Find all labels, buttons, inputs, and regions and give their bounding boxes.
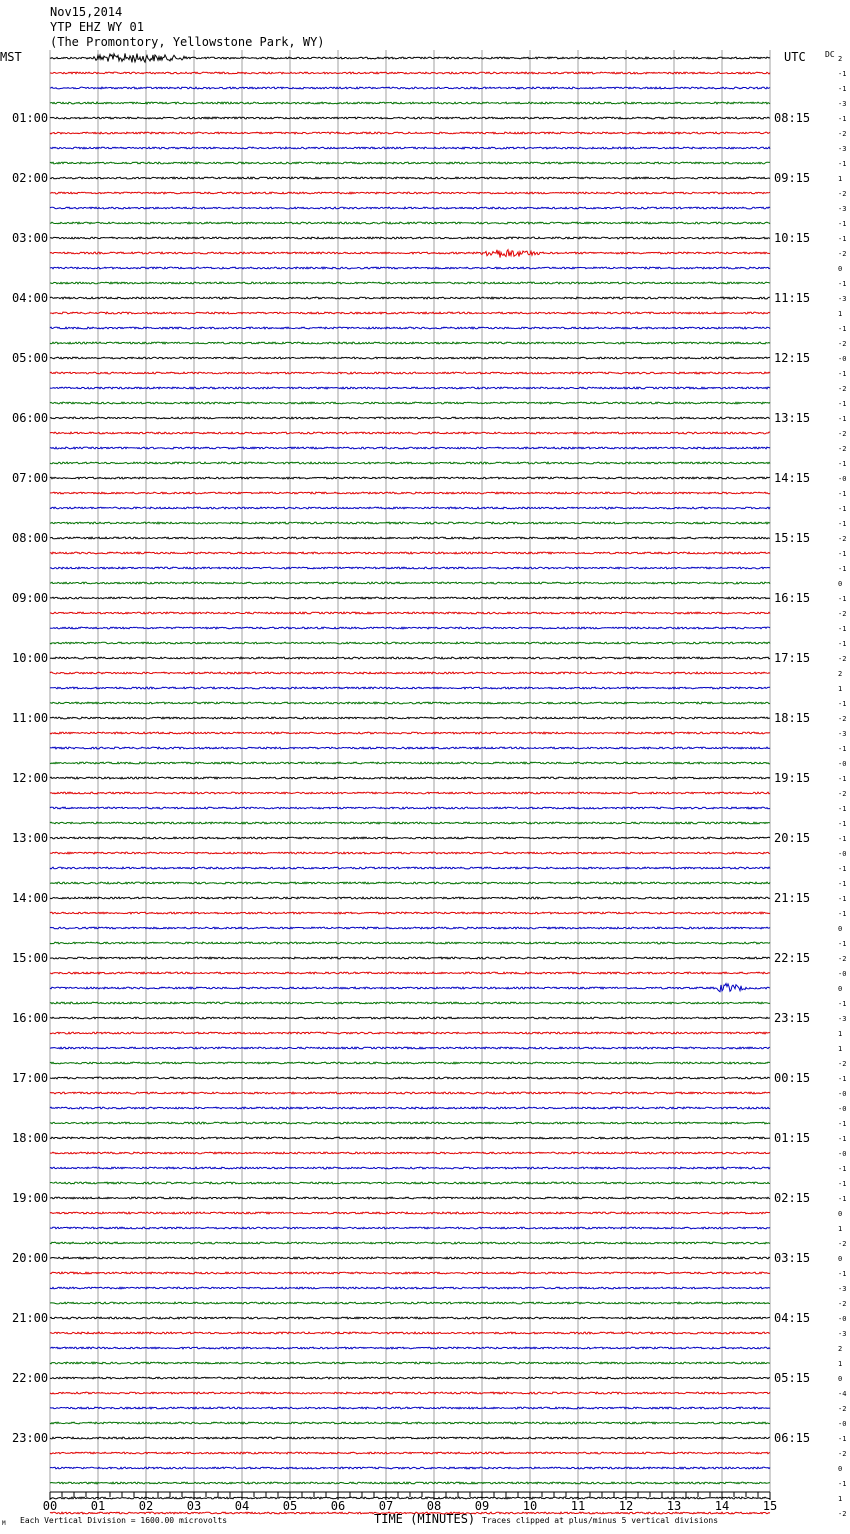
left-hour-label: 05:00 bbox=[12, 351, 49, 365]
trace-row bbox=[50, 1302, 770, 1304]
trace-row bbox=[50, 1032, 770, 1034]
dc-offset-label: -3 bbox=[838, 1015, 847, 1023]
right-hour-label: 14:15 bbox=[774, 471, 811, 485]
trace-row bbox=[50, 972, 770, 974]
dc-offset-label: -2 bbox=[838, 790, 847, 798]
trace-row bbox=[50, 1497, 770, 1499]
right-hour-label: 18:15 bbox=[774, 711, 811, 725]
x-axis bbox=[43, 1492, 777, 1513]
right-hour-label: 23:15 bbox=[774, 1011, 811, 1025]
dc-offset-label: -1 bbox=[838, 115, 847, 123]
right-hour-label: 11:15 bbox=[774, 291, 811, 305]
dc-offset-label: -1 bbox=[838, 520, 847, 528]
left-hour-label: 18:00 bbox=[12, 1131, 49, 1145]
trace-row bbox=[50, 1317, 770, 1319]
trace-row bbox=[50, 177, 770, 179]
trace-row bbox=[50, 1062, 770, 1064]
left-timezone-label: MST bbox=[0, 50, 22, 64]
x-tick-label: 02 bbox=[138, 1499, 154, 1513]
left-hour-label: 16:00 bbox=[12, 1011, 49, 1025]
dc-offset-label: -3 bbox=[838, 1285, 847, 1293]
dc-offset-label: -0 bbox=[838, 475, 847, 483]
trace-row bbox=[50, 777, 770, 779]
dc-offset-label: -1 bbox=[838, 775, 847, 783]
dc-offset-label: -2 bbox=[838, 655, 847, 663]
dc-offset-label: -2 bbox=[838, 430, 847, 438]
x-tick-label: 03 bbox=[186, 1499, 202, 1513]
dc-offset-label: -2 bbox=[838, 1450, 847, 1458]
dc-offset-label: -2 bbox=[838, 1240, 847, 1248]
left-hour-label: 11:00 bbox=[12, 711, 49, 725]
dc-offset-label: -1 bbox=[838, 865, 847, 873]
dc-offset-label: -2 bbox=[838, 190, 847, 198]
left-hour-label: 13:00 bbox=[12, 831, 49, 845]
dc-offset-label: 2 bbox=[838, 55, 843, 63]
dc-offset-label: 1 bbox=[838, 175, 843, 183]
trace-row bbox=[50, 837, 770, 839]
right-hour-label: 01:15 bbox=[774, 1131, 811, 1145]
dc-offset-label: -0 bbox=[838, 1090, 847, 1098]
dc-offset-label: -1 bbox=[838, 280, 847, 288]
trace-row bbox=[50, 462, 770, 464]
header-location: (The Promontory, Yellowstone Park, WY) bbox=[50, 35, 325, 49]
dc-offset-label: 1 bbox=[838, 1030, 843, 1038]
trace-row bbox=[50, 297, 770, 299]
trace-row bbox=[50, 282, 770, 284]
dc-offset-label: -0 bbox=[838, 1105, 847, 1113]
trace-row bbox=[50, 522, 770, 524]
right-hour-label: 12:15 bbox=[774, 351, 811, 365]
dc-label: DC bbox=[825, 50, 835, 59]
left-hour-label: 12:00 bbox=[12, 771, 49, 785]
trace-row bbox=[50, 627, 770, 629]
dc-offset-label: -2 bbox=[838, 1300, 847, 1308]
dc-offset-label: -2 bbox=[838, 130, 847, 138]
left-hour-label: 07:00 bbox=[12, 471, 49, 485]
trace-row bbox=[50, 87, 770, 89]
right-hour-label: 19:15 bbox=[774, 771, 811, 785]
dc-offset-label: -2 bbox=[838, 1510, 847, 1518]
trace-row bbox=[50, 702, 770, 704]
trace-row bbox=[50, 1332, 770, 1334]
right-hour-label: 02:15 bbox=[774, 1191, 811, 1205]
trace-row bbox=[50, 132, 770, 134]
trace-row bbox=[50, 162, 770, 164]
dc-offset-label: 1 bbox=[838, 1495, 843, 1503]
dc-offset-label: -1 bbox=[838, 1165, 847, 1173]
trace-row bbox=[50, 1167, 770, 1169]
trace-row bbox=[50, 612, 770, 614]
trace-row bbox=[50, 1482, 770, 1484]
trace-row bbox=[50, 72, 770, 74]
dc-offset-label: -1 bbox=[838, 1000, 847, 1008]
trace-row bbox=[50, 402, 770, 404]
trace-row bbox=[50, 537, 770, 539]
left-hour-label: 17:00 bbox=[12, 1071, 49, 1085]
trace-row bbox=[50, 792, 770, 794]
left-hour-label: 02:00 bbox=[12, 171, 49, 185]
trace-row bbox=[50, 1452, 770, 1454]
dc-offset-label: -0 bbox=[838, 1315, 847, 1323]
dc-offset-label: 0 bbox=[838, 1465, 843, 1473]
trace-row bbox=[50, 147, 770, 149]
left-hour-label: 01:00 bbox=[12, 111, 49, 125]
trace-row bbox=[50, 342, 770, 344]
trace-row bbox=[50, 1077, 770, 1079]
dc-offset-label: -1 bbox=[838, 1270, 847, 1278]
dc-offset-label: -1 bbox=[838, 625, 847, 633]
trace-row bbox=[50, 1182, 770, 1184]
dc-offset-label: -1 bbox=[838, 85, 847, 93]
dc-offset-label: -2 bbox=[838, 250, 847, 258]
dc-offset-label: -1 bbox=[838, 70, 847, 78]
right-hour-label: 20:15 bbox=[774, 831, 811, 845]
trace-row bbox=[50, 552, 770, 554]
trace-row bbox=[50, 1227, 770, 1229]
dc-offset-label: -2 bbox=[838, 445, 847, 453]
dc-offset-label: -1 bbox=[838, 565, 847, 573]
dc-offset-label: 0 bbox=[838, 1375, 843, 1383]
right-hour-label: 17:15 bbox=[774, 651, 811, 665]
dc-offset-label: -0 bbox=[838, 760, 847, 768]
trace-row bbox=[50, 1257, 770, 1259]
left-hour-label: 22:00 bbox=[12, 1371, 49, 1385]
dc-offset-label: -1 bbox=[838, 325, 847, 333]
dc-offset-label: -2 bbox=[838, 715, 847, 723]
trace-row bbox=[50, 477, 770, 479]
dc-offset-label: -1 bbox=[838, 415, 847, 423]
trace-row bbox=[50, 237, 770, 239]
dc-offset-label: -1 bbox=[838, 235, 847, 243]
trace-row bbox=[50, 1287, 770, 1289]
x-tick-label: 09 bbox=[474, 1499, 490, 1513]
dc-offset-label: -3 bbox=[838, 205, 847, 213]
trace-row bbox=[50, 372, 770, 374]
trace-row bbox=[50, 642, 770, 644]
dc-offset-label: -1 bbox=[838, 700, 847, 708]
trace-row bbox=[50, 1242, 770, 1244]
trace-row bbox=[50, 312, 770, 314]
left-hour-label: 10:00 bbox=[12, 651, 49, 665]
trace-row bbox=[50, 1422, 770, 1424]
right-hour-label: 22:15 bbox=[774, 951, 811, 965]
dc-offset-label: -1 bbox=[838, 1120, 847, 1128]
dc-offset-label: 1 bbox=[838, 1225, 843, 1233]
trace-row bbox=[50, 117, 770, 119]
dc-offset-label: -0 bbox=[838, 355, 847, 363]
trace-row bbox=[50, 687, 770, 689]
trace-row bbox=[50, 222, 770, 224]
dc-offset-label: -1 bbox=[838, 820, 847, 828]
scale-note: Each Vertical Division = 1600.00 microvolts bbox=[20, 1516, 228, 1525]
dc-offset-label: -1 bbox=[838, 940, 847, 948]
dc-offset-label: -1 bbox=[838, 370, 847, 378]
right-hour-labels bbox=[774, 111, 810, 1445]
x-tick-label: 00 bbox=[42, 1499, 58, 1513]
trace-row bbox=[50, 582, 770, 584]
trace-row bbox=[50, 897, 770, 899]
x-tick-label: 14 bbox=[714, 1499, 730, 1513]
dc-offset-label: -1 bbox=[838, 745, 847, 753]
seismic-traces bbox=[50, 53, 770, 1514]
dc-offset-label: -3 bbox=[838, 145, 847, 153]
dc-offset-label: 1 bbox=[838, 685, 843, 693]
x-tick-label: 15 bbox=[762, 1499, 778, 1513]
trace-row bbox=[50, 597, 770, 599]
dc-offset-label: -1 bbox=[838, 400, 847, 408]
x-axis-title: TIME (MINUTES) bbox=[374, 1512, 476, 1526]
trace-row bbox=[50, 957, 770, 959]
x-tick-label: 08 bbox=[426, 1499, 442, 1513]
dc-offset-label: -1 bbox=[838, 1180, 847, 1188]
trace-row bbox=[50, 747, 770, 749]
right-hour-label: 04:15 bbox=[774, 1311, 811, 1325]
dc-offset-label: 1 bbox=[838, 1360, 843, 1368]
trace-row bbox=[50, 1107, 770, 1109]
header-station: YTP EHZ WY 01 bbox=[50, 20, 144, 34]
trace-row bbox=[50, 1437, 770, 1439]
trace-row bbox=[50, 1152, 770, 1154]
left-hour-labels bbox=[12, 111, 48, 1445]
right-hour-label: 03:15 bbox=[774, 1251, 811, 1265]
trace-row bbox=[50, 1392, 770, 1394]
corner-mark: M bbox=[2, 1520, 6, 1527]
dc-offset-label: 0 bbox=[838, 925, 843, 933]
dc-offset-label: -1 bbox=[838, 490, 847, 498]
left-hour-label: 09:00 bbox=[12, 591, 49, 605]
trace-row bbox=[50, 867, 770, 869]
trace-row bbox=[50, 1212, 770, 1214]
trace-row bbox=[50, 387, 770, 389]
trace-row bbox=[50, 1092, 770, 1094]
dc-offset-label: -2 bbox=[838, 610, 847, 618]
trace-row bbox=[50, 447, 770, 449]
trace-row bbox=[50, 53, 770, 62]
dc-offset-label: -2 bbox=[838, 535, 847, 543]
dc-offset-label: -2 bbox=[838, 385, 847, 393]
grid-lines bbox=[50, 50, 770, 1492]
dc-offset-label: -1 bbox=[838, 895, 847, 903]
left-hour-label: 20:00 bbox=[12, 1251, 49, 1265]
dc-offset-label: -3 bbox=[838, 1330, 847, 1338]
x-tick-label: 06 bbox=[330, 1499, 346, 1513]
dc-offset-label: 2 bbox=[838, 1345, 843, 1353]
trace-row bbox=[50, 207, 770, 209]
dc-offset-label: -0 bbox=[838, 1150, 847, 1158]
trace-row bbox=[50, 1347, 770, 1349]
trace-row bbox=[50, 852, 770, 854]
x-tick-label: 10 bbox=[522, 1499, 538, 1513]
trace-row bbox=[50, 672, 770, 674]
trace-row bbox=[50, 432, 770, 434]
trace-row bbox=[50, 1272, 770, 1274]
header-date: Nov15,2014 bbox=[50, 5, 123, 19]
right-hour-label: 05:15 bbox=[774, 1371, 811, 1385]
dc-offset-label: -2 bbox=[838, 1060, 847, 1068]
dc-offset-label: -1 bbox=[838, 1480, 847, 1488]
left-hour-label: 14:00 bbox=[12, 891, 49, 905]
trace-row bbox=[50, 1017, 770, 1019]
dc-offset-label: 0 bbox=[838, 1210, 843, 1218]
trace-row bbox=[50, 1122, 770, 1124]
dc-offset-label: -1 bbox=[838, 1135, 847, 1143]
dc-offset-label: 1 bbox=[838, 310, 843, 318]
dc-offset-label: -2 bbox=[838, 955, 847, 963]
trace-row bbox=[50, 807, 770, 809]
trace-row bbox=[50, 822, 770, 824]
right-hour-label: 09:15 bbox=[774, 171, 811, 185]
left-hour-label: 15:00 bbox=[12, 951, 49, 965]
right-hour-label: 08:15 bbox=[774, 111, 811, 125]
dc-offset-label: -1 bbox=[838, 505, 847, 513]
dc-offset-label: -1 bbox=[838, 595, 847, 603]
trace-row bbox=[50, 1377, 770, 1379]
left-hour-label: 21:00 bbox=[12, 1311, 49, 1325]
dc-offset-label: -1 bbox=[838, 1435, 847, 1443]
x-tick-label: 07 bbox=[378, 1499, 394, 1513]
dc-offset-label: -1 bbox=[838, 460, 847, 468]
dc-offset-label: -3 bbox=[838, 100, 847, 108]
left-hour-label: 19:00 bbox=[12, 1191, 49, 1205]
right-hour-label: 13:15 bbox=[774, 411, 811, 425]
trace-row bbox=[50, 1047, 770, 1049]
trace-row bbox=[50, 984, 770, 992]
right-hour-label: 00:15 bbox=[774, 1071, 811, 1085]
right-hour-label: 16:15 bbox=[774, 591, 811, 605]
dc-offset-labels bbox=[838, 55, 846, 1518]
left-hour-label: 23:00 bbox=[12, 1431, 49, 1445]
trace-row bbox=[50, 1362, 770, 1364]
trace-row bbox=[50, 192, 770, 194]
right-timezone-label: UTC bbox=[784, 50, 806, 64]
dc-offset-label: 0 bbox=[838, 1255, 843, 1263]
dc-offset-label: 0 bbox=[838, 985, 843, 993]
trace-row bbox=[50, 417, 770, 419]
trace-row bbox=[50, 1407, 770, 1409]
x-tick-label: 01 bbox=[90, 1499, 106, 1513]
trace-row bbox=[50, 267, 770, 269]
trace-row bbox=[50, 732, 770, 734]
trace-row bbox=[50, 1002, 770, 1004]
dc-offset-label: -3 bbox=[838, 730, 847, 738]
dc-offset-label: 0 bbox=[838, 580, 843, 588]
right-hour-label: 15:15 bbox=[774, 531, 811, 545]
trace-row bbox=[50, 492, 770, 494]
dc-offset-label: -1 bbox=[838, 160, 847, 168]
dc-offset-label: -1 bbox=[838, 640, 847, 648]
trace-row bbox=[50, 1137, 770, 1139]
dc-offset-label: -4 bbox=[838, 1390, 847, 1398]
dc-offset-label: 1 bbox=[838, 1045, 843, 1053]
right-hour-label: 06:15 bbox=[774, 1431, 811, 1445]
left-hour-label: 04:00 bbox=[12, 291, 49, 305]
dc-offset-label: -3 bbox=[838, 295, 847, 303]
dc-offset-label: -1 bbox=[838, 550, 847, 558]
x-tick-label: 11 bbox=[570, 1499, 586, 1513]
trace-row bbox=[50, 1467, 770, 1469]
trace-row bbox=[50, 762, 770, 764]
x-tick-label: 04 bbox=[234, 1499, 250, 1513]
trace-row bbox=[50, 567, 770, 569]
trace-row bbox=[50, 717, 770, 719]
right-hour-label: 10:15 bbox=[774, 231, 811, 245]
dc-offset-label: -0 bbox=[838, 850, 847, 858]
x-tick-label: 12 bbox=[618, 1499, 634, 1513]
left-hour-label: 03:00 bbox=[12, 231, 49, 245]
right-hour-label: 21:15 bbox=[774, 891, 811, 905]
trace-row bbox=[50, 882, 770, 884]
dc-offset-label: -2 bbox=[838, 340, 847, 348]
dc-offset-label: -1 bbox=[838, 910, 847, 918]
dc-offset-label: 0 bbox=[838, 265, 843, 273]
left-hour-label: 08:00 bbox=[12, 531, 49, 545]
dc-offset-label: -1 bbox=[838, 1195, 847, 1203]
dc-offset-label: -1 bbox=[838, 1075, 847, 1083]
dc-offset-label: -1 bbox=[838, 880, 847, 888]
trace-row bbox=[50, 327, 770, 329]
trace-row bbox=[50, 912, 770, 914]
dc-offset-label: -2 bbox=[838, 1405, 847, 1413]
dc-offset-label: 2 bbox=[838, 670, 843, 678]
trace-row bbox=[50, 250, 770, 258]
clip-note: Traces clipped at plus/minus 5 vertical divisions bbox=[482, 1516, 719, 1525]
dc-offset-label: -0 bbox=[838, 970, 847, 978]
trace-row bbox=[50, 507, 770, 509]
trace-row bbox=[50, 927, 770, 929]
trace-row bbox=[50, 657, 770, 659]
trace-row bbox=[50, 357, 770, 359]
trace-row bbox=[50, 1197, 770, 1199]
dc-offset-label: -1 bbox=[838, 835, 847, 843]
trace-row bbox=[50, 102, 770, 104]
left-hour-label: 06:00 bbox=[12, 411, 49, 425]
dc-offset-label: -0 bbox=[838, 1420, 847, 1428]
dc-offset-label: -1 bbox=[838, 805, 847, 813]
x-tick-label: 05 bbox=[282, 1499, 298, 1513]
x-tick-label: 13 bbox=[666, 1499, 682, 1513]
dc-offset-label: -1 bbox=[838, 220, 847, 228]
trace-row bbox=[50, 942, 770, 944]
